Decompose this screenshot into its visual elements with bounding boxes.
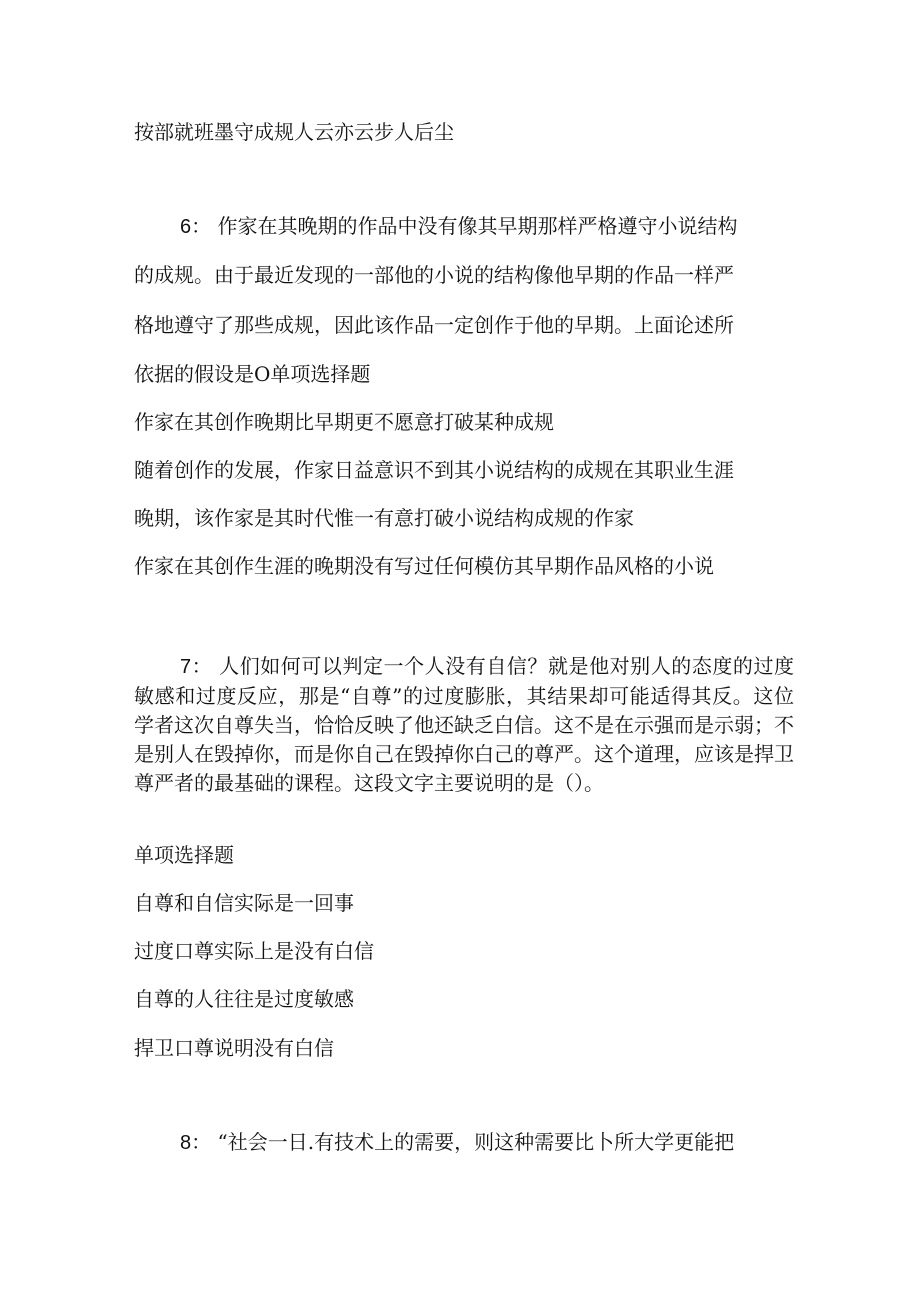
answer-option: 自尊的人往往是过度敏感 [134, 987, 354, 1011]
question-6-first-line [180, 212, 737, 241]
question-text-line: 依据的假设是O单项选择题 [134, 362, 371, 386]
question-number: 7： [180, 656, 213, 678]
question-number: 6： [180, 216, 212, 238]
question-8-first-line [180, 1128, 734, 1157]
question-type: 单项选择题 [134, 843, 234, 867]
answer-option: 自尊和自信实际是一回事 [134, 891, 354, 915]
question-7-paragraph [134, 652, 794, 798]
answer-option: 随着创作的发展，作家日益意识不到其小说结构的成规在其职业生涯 [134, 458, 734, 482]
question-number: 8： [180, 1132, 212, 1154]
question-text: 作家在其晚期的作品中没有像其早期那样严格遵守小说结构 [217, 214, 738, 238]
question-text: 人们如何可以判定一个人没有自信？就是他对别人的态度的过度敏感和过度反应，那是“自尊”的过度膨胀，其结果却可能适得其反。这位学者这次自尊失当，恰恰反映了他还缺乏白信。这不是在示强而是示弱；不是别人在毁掉你，而是你自己在毁掉你白己的尊严。这个道理，应该是捍卫尊严者的最基础的课程。这段文字主要说明的是（）。 [134, 654, 795, 795]
answer-option: 过度口尊实际上是没有白信 [134, 939, 374, 963]
question-text: “社会一日.有技术上的需要，则这种需要比卜所大学更能把 [217, 1130, 735, 1154]
answer-option: 作家在其创作生涯的晚期没有写过任何模仿其早期作品风格的小说 [134, 554, 714, 578]
answer-option: 作家在其创作晚期比早期更不愿意打破某种成规 [134, 410, 554, 434]
question-text-line: 的成规。由于最近发现的一部他的小说的结构像他早期的作品一样严 [134, 263, 734, 287]
answer-option: 捍卫口尊说明没有白信 [134, 1036, 334, 1060]
question-text-line: 格地遵守了那些成规，因此该作品一定创作于他的早期。上面论述所 [134, 313, 734, 337]
answer-option: 晚期，该作家是其时代惟一有意打破小说结构成规的作家 [134, 506, 634, 530]
text-line: 按部就班墨守成规人云亦云步人后尘 [134, 120, 454, 144]
